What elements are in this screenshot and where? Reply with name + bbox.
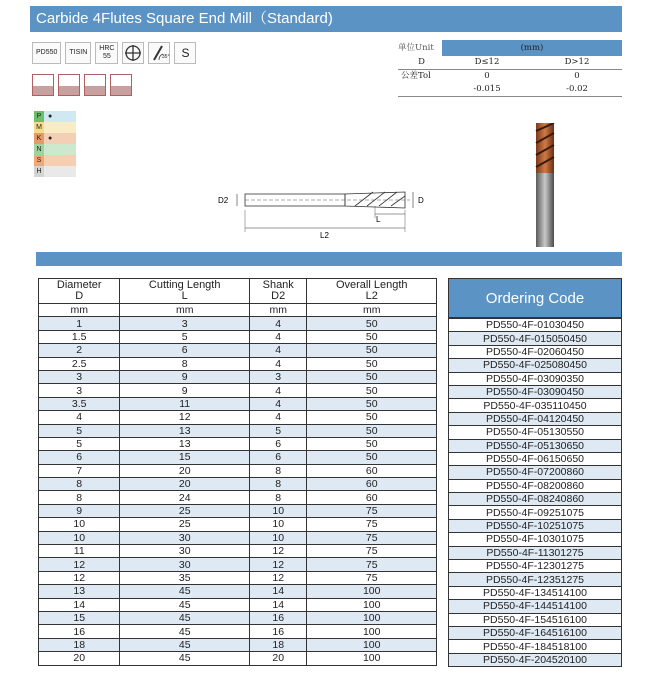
table-cell: 100 [307, 652, 437, 665]
ordering-code-header: Ordering Code [448, 278, 622, 318]
range-col-2: D>12 [564, 57, 590, 67]
ordering-code-row [449, 519, 622, 532]
table-row [39, 571, 437, 584]
feature-badges [32, 42, 196, 64]
table-cell: 100 [307, 598, 437, 611]
d2-label: D2 [218, 196, 229, 205]
col-shank: Shank D2 [249, 279, 306, 304]
table-cell: 24 [120, 491, 250, 504]
material-letter: N [34, 144, 44, 155]
tol-lower-2: -0.02 [566, 84, 588, 94]
table-cell: 4 [249, 330, 306, 343]
table-cell: 3 [39, 384, 120, 397]
ordering-code: PD550-4F-184518100 [449, 640, 622, 653]
material-mark [44, 155, 76, 166]
material-mark [44, 122, 76, 133]
table-row [39, 330, 437, 343]
table-cell: 25 [120, 518, 250, 531]
table-cell: 10 [39, 518, 120, 531]
col-overall-length: Overall Length L2 [307, 279, 437, 304]
ordering-code-row [449, 385, 622, 398]
tol-upper-2: 0 [574, 71, 580, 81]
table-cell: 3 [120, 317, 250, 330]
ordering-code-row [449, 359, 622, 372]
table-cell: 75 [307, 558, 437, 571]
table-cell: 12 [120, 411, 250, 424]
ordering-code-row [449, 426, 622, 439]
table-cell: 8 [120, 357, 250, 370]
table-cell: 50 [307, 437, 437, 450]
table-cell: 50 [307, 451, 437, 464]
table-cell: 45 [120, 598, 250, 611]
table-cell: 6 [249, 437, 306, 450]
table-cell: 45 [120, 652, 250, 665]
table-cell: 5 [39, 424, 120, 437]
table-cell: 45 [120, 585, 250, 598]
ordering-code-table [448, 318, 622, 667]
ordering-code-row [449, 560, 622, 573]
table-cell: 6 [120, 344, 250, 357]
table-cell: 50 [307, 411, 437, 424]
table-cell: 18 [249, 638, 306, 651]
material-mark [44, 144, 76, 155]
ordering-code-row [449, 345, 622, 358]
ordering-code: PD550-4F-10251075 [449, 519, 622, 532]
table-cell: 4 [249, 397, 306, 410]
table-cell: 18 [39, 638, 120, 651]
ordering-code-row [449, 573, 622, 586]
table-cell: 60 [307, 491, 437, 504]
table-row [39, 357, 437, 370]
ramping-icon [84, 74, 106, 96]
table-cell: 20 [120, 464, 250, 477]
table-cell: 5 [39, 437, 120, 450]
table-row [39, 491, 437, 504]
table-cell: 35 [120, 571, 250, 584]
table-row [39, 504, 437, 517]
material-mark: ● [44, 133, 76, 144]
ordering-code-row [449, 626, 622, 639]
table-cell: 45 [120, 611, 250, 624]
material-letter: P [34, 111, 44, 122]
hrc-label: HRC [99, 45, 115, 52]
unit-label: 单位Unit [398, 43, 434, 53]
table-cell: 50 [307, 317, 437, 330]
table-cell: 4 [249, 357, 306, 370]
table-cell: 10 [249, 504, 306, 517]
table-cell: 75 [307, 531, 437, 544]
table-cell: 16 [249, 625, 306, 638]
material-letter: S [34, 155, 44, 166]
table-cell: 13 [120, 437, 250, 450]
table-row [39, 437, 437, 450]
helix-angle-label: 35° [161, 54, 170, 60]
d-label: D [418, 57, 425, 67]
ordering-code: PD550-4F-03090450 [449, 385, 622, 398]
tolerance-spec [398, 40, 622, 97]
table-row [39, 545, 437, 558]
ordering-code: PD550-4F-09251075 [449, 506, 622, 519]
unit-cell: mm [307, 304, 437, 317]
ordering-code-row [449, 533, 622, 546]
ordering-code: PD550-4F-03090350 [449, 372, 622, 385]
ordering-code-row [449, 412, 622, 425]
page-title: Carbide 4Flutes Square End Mill（Standard) [30, 6, 622, 32]
table-row [39, 411, 437, 424]
ordering-code-row [449, 600, 622, 613]
table-cell: 8 [39, 491, 120, 504]
four-flute-icon [122, 42, 144, 64]
ordering-code: PD550-4F-164516100 [449, 626, 622, 639]
table-row [39, 384, 437, 397]
table-cell: 50 [307, 357, 437, 370]
ordering-code: PD550-4F-015050450 [449, 332, 622, 345]
material-letter: K [34, 133, 44, 144]
ordering-code-row [449, 439, 622, 452]
table-row [39, 531, 437, 544]
table-cell: 16 [249, 611, 306, 624]
ordering-code: PD550-4F-02060450 [449, 345, 622, 358]
table-row [39, 585, 437, 598]
table-row [39, 344, 437, 357]
table-cell: 10 [39, 531, 120, 544]
table-cell: 75 [307, 571, 437, 584]
ordering-code-row [449, 546, 622, 559]
table-cell: 8 [249, 464, 306, 477]
table-cell: 15 [120, 451, 250, 464]
technical-drawing [215, 180, 435, 245]
material-row [34, 166, 76, 177]
table-cell: 9 [39, 504, 120, 517]
ordering-code: PD550-4F-025080450 [449, 359, 622, 372]
hrc-badge [95, 42, 118, 64]
table-cell: 4 [249, 384, 306, 397]
table-cell: 100 [307, 625, 437, 638]
ordering-code-row [449, 479, 622, 492]
ordering-code-row [449, 640, 622, 653]
table-cell: 100 [307, 585, 437, 598]
table-cell: 75 [307, 504, 437, 517]
unit-row [39, 304, 437, 317]
ordering-code: PD550-4F-04120450 [449, 412, 622, 425]
divider-band [36, 252, 622, 266]
unit-value: (mm) [442, 40, 622, 56]
table-cell: 50 [307, 330, 437, 343]
table-row [39, 638, 437, 651]
unit-cell: mm [39, 304, 120, 317]
table-cell: 20 [249, 652, 306, 665]
ordering-code-row [449, 653, 622, 666]
table-cell: 50 [307, 397, 437, 410]
table-cell: 60 [307, 464, 437, 477]
table-cell: 4 [249, 411, 306, 424]
material-mark [44, 166, 76, 177]
ordering-code: PD550-4F-01030450 [449, 319, 622, 332]
ordering-code: PD550-4F-204520100 [449, 653, 622, 666]
material-row [34, 122, 76, 133]
material-mark: ● [44, 111, 76, 122]
table-cell: 6 [249, 451, 306, 464]
ordering-code-row [449, 466, 622, 479]
table-cell: 10 [249, 531, 306, 544]
table-cell: 1.5 [39, 330, 120, 343]
material-row [34, 111, 76, 122]
ordering-code: PD550-4F-035110450 [449, 399, 622, 412]
material-row [34, 155, 76, 166]
table-cell: 60 [307, 478, 437, 491]
table-row [39, 451, 437, 464]
ordering-code: PD550-4F-154516100 [449, 613, 622, 626]
slotting-icon [32, 74, 54, 96]
grade-badge: PD550 [32, 42, 61, 64]
table-cell: 30 [120, 545, 250, 558]
table-cell: 30 [120, 558, 250, 571]
col-cutting-length: Cutting Length L [120, 279, 250, 304]
ordering-code: PD550-4F-08240860 [449, 493, 622, 506]
table-row [39, 611, 437, 624]
ordering-code-row [449, 372, 622, 385]
table-cell: 12 [249, 545, 306, 558]
material-row [34, 133, 76, 144]
material-chart [34, 111, 76, 177]
tol-upper-1: 0 [484, 71, 490, 81]
table-row [39, 478, 437, 491]
operation-icons [32, 74, 132, 96]
material-letter: M [34, 122, 44, 133]
material-letter: H [34, 166, 44, 177]
table-row [39, 652, 437, 665]
ordering-code: PD550-4F-05130550 [449, 426, 622, 439]
table-cell: 12 [249, 571, 306, 584]
ordering-code-row [449, 586, 622, 599]
table-cell: 2 [39, 344, 120, 357]
table-cell: 12 [39, 558, 120, 571]
l2-label: L2 [320, 231, 329, 240]
table-cell: 11 [120, 397, 250, 410]
ordering-code: PD550-4F-06150650 [449, 452, 622, 465]
table-cell: 75 [307, 518, 437, 531]
table-row [39, 518, 437, 531]
table-cell: 13 [39, 585, 120, 598]
table-cell: 13 [120, 424, 250, 437]
table-cell: 14 [39, 598, 120, 611]
table-cell: 5 [249, 424, 306, 437]
table-cell: 2.5 [39, 357, 120, 370]
table-cell: 6 [39, 451, 120, 464]
ordering-code-row [449, 452, 622, 465]
ordering-code: PD550-4F-144514100 [449, 600, 622, 613]
table-cell: 9 [120, 370, 250, 383]
helix-angle-icon [148, 42, 170, 64]
table-cell: 5 [120, 330, 250, 343]
coating-badge: TISIN [65, 42, 91, 64]
ordering-code: PD550-4F-12301275 [449, 560, 622, 573]
ordering-code-row [449, 506, 622, 519]
ordering-code: PD550-4F-10301075 [449, 533, 622, 546]
table-cell: 16 [39, 625, 120, 638]
table-cell: 4 [39, 411, 120, 424]
table-cell: 14 [249, 585, 306, 598]
plunging-icon [110, 74, 132, 96]
table-row [39, 598, 437, 611]
table-cell: 9 [120, 384, 250, 397]
ordering-code: PD550-4F-05130650 [449, 439, 622, 452]
table-cell: 50 [307, 384, 437, 397]
side-milling-icon [58, 74, 80, 96]
table-cell: 4 [249, 317, 306, 330]
table-cell: 11 [39, 545, 120, 558]
table-row [39, 464, 437, 477]
ordering-code: PD550-4F-11301275 [449, 546, 622, 559]
table-cell: 45 [120, 638, 250, 651]
table-cell: 14 [249, 598, 306, 611]
ordering-code-row [449, 613, 622, 626]
tol-lower-1: -0.015 [473, 84, 501, 94]
unit-cell: mm [249, 304, 306, 317]
table-cell: 30 [120, 531, 250, 544]
ordering-code-row [449, 399, 622, 412]
table-cell: 10 [249, 518, 306, 531]
d-label-drawing: D [418, 196, 424, 205]
table-cell: 8 [39, 478, 120, 491]
table-cell: 3 [249, 370, 306, 383]
ordering-code: PD550-4F-08200860 [449, 479, 622, 492]
table-cell: 50 [307, 424, 437, 437]
ordering-code-row [449, 493, 622, 506]
table-cell: 45 [120, 625, 250, 638]
table-row [39, 625, 437, 638]
table-cell: 20 [120, 478, 250, 491]
table-cell: 1 [39, 317, 120, 330]
table-header-row [39, 279, 437, 304]
col-diameter: Diameter D [39, 279, 120, 304]
tol-label: 公差Tol [401, 71, 431, 81]
table-cell: 12 [39, 571, 120, 584]
ordering-code: PD550-4F-12351275 [449, 573, 622, 586]
table-row [39, 558, 437, 571]
table-row [39, 424, 437, 437]
table-cell: 15 [39, 611, 120, 624]
s-badge: S [174, 42, 196, 64]
table-cell: 7 [39, 464, 120, 477]
table-cell: 12 [249, 558, 306, 571]
table-cell: 8 [249, 491, 306, 504]
table-cell: 50 [307, 370, 437, 383]
table-cell: 8 [249, 478, 306, 491]
table-cell: 100 [307, 611, 437, 624]
hrc-value: 55 [102, 53, 111, 60]
l-label: L [376, 215, 381, 224]
dimension-table [38, 278, 437, 666]
table-row [39, 370, 437, 383]
ordering-code: PD550-4F-07200860 [449, 466, 622, 479]
table-row [39, 317, 437, 330]
table-row [39, 397, 437, 410]
table-cell: 25 [120, 504, 250, 517]
table-cell: 50 [307, 344, 437, 357]
ordering-code-row [449, 319, 622, 332]
table-cell: 3.5 [39, 397, 120, 410]
unit-cell: mm [120, 304, 250, 317]
table-cell: 100 [307, 638, 437, 651]
ordering-code-row [449, 332, 622, 345]
table-cell: 4 [249, 344, 306, 357]
end-mill-photo [534, 123, 556, 247]
table-cell: 20 [39, 652, 120, 665]
table-cell: 3 [39, 370, 120, 383]
table-cell: 75 [307, 545, 437, 558]
range-col-1: D≤12 [474, 57, 500, 67]
ordering-code: PD550-4F-134514100 [449, 586, 622, 599]
material-row [34, 144, 76, 155]
